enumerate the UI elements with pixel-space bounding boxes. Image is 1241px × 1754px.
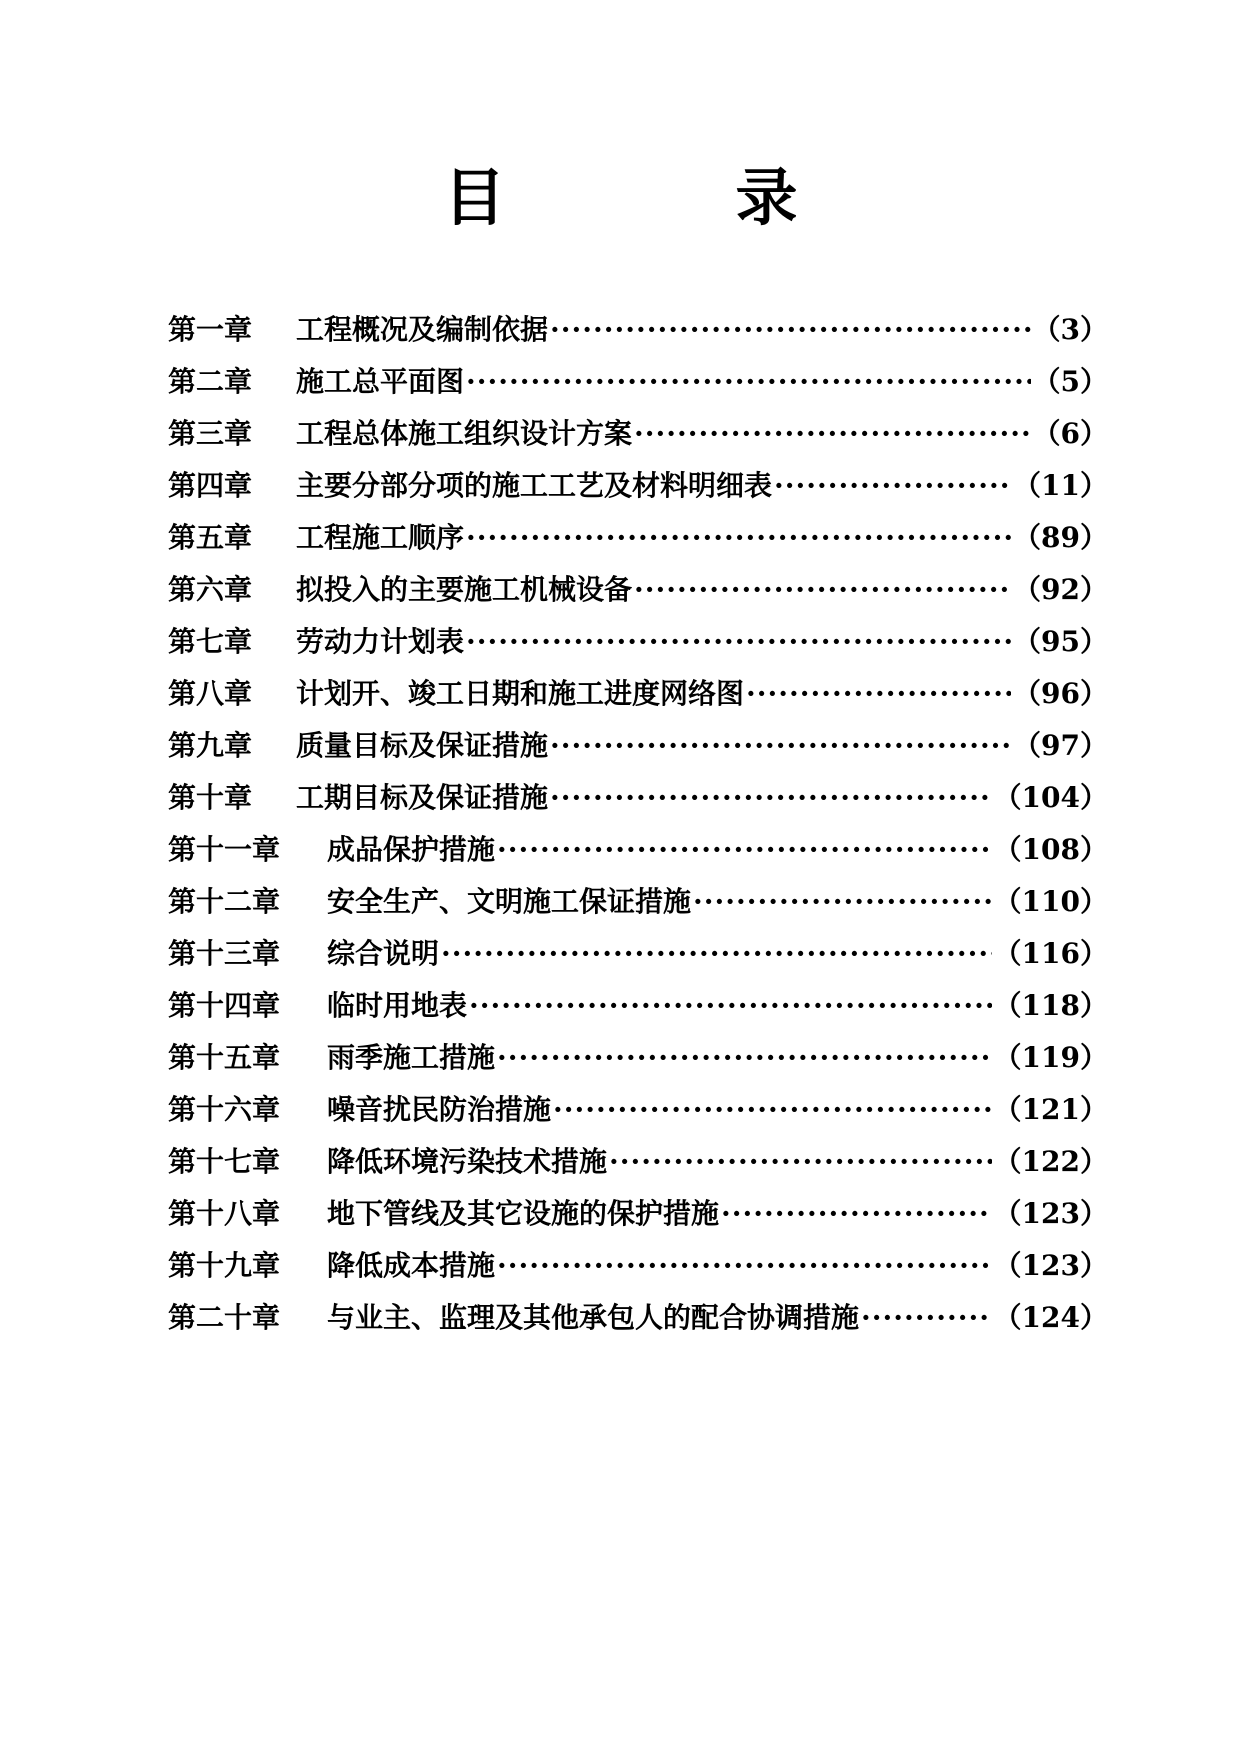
toc-page-number: （92） bbox=[1013, 573, 1108, 606]
toc-leader-dots bbox=[774, 460, 1011, 512]
toc-page-number: （5） bbox=[1032, 365, 1108, 398]
toc-leader-dots bbox=[634, 408, 1031, 460]
toc-chapter-title: 雨季施工措施 bbox=[327, 1041, 496, 1074]
toc-entry bbox=[168, 616, 1108, 668]
toc-chapter-title: 质量目标及保证措施 bbox=[296, 729, 549, 762]
toc-chapter-number: 第十七章 bbox=[168, 1145, 281, 1178]
toc-entry bbox=[168, 564, 1108, 616]
toc-chapter-title: 主要分部分项的施工工艺及材料明细表 bbox=[296, 469, 773, 502]
toc-page-number: （97） bbox=[1013, 729, 1108, 762]
toc-chapter-title: 综合说明 bbox=[327, 937, 440, 970]
table-of-contents bbox=[168, 304, 1108, 1344]
toc-chapter-title: 施工总平面图 bbox=[296, 365, 465, 398]
toc-chapter-number: 第六章 bbox=[168, 573, 253, 606]
toc-page-number: （121） bbox=[993, 1093, 1108, 1126]
toc-chapter-title: 与业主、监理及其他承包人的配合协调措施 bbox=[327, 1301, 860, 1334]
toc-leader-dots bbox=[466, 616, 1011, 668]
toc-chapter-number: 第一章 bbox=[168, 313, 253, 346]
toc-chapter-title: 临时用地表 bbox=[327, 989, 468, 1022]
toc-chapter-number: 第二十章 bbox=[168, 1301, 281, 1334]
toc-chapter-title: 安全生产、文明施工保证措施 bbox=[327, 885, 692, 918]
toc-entry bbox=[168, 772, 1108, 824]
toc-leader-dots bbox=[609, 1136, 992, 1188]
toc-page-number: （110） bbox=[993, 885, 1108, 918]
toc-chapter-title: 工程总体施工组织设计方案 bbox=[296, 417, 633, 450]
toc-chapter-number: 第八章 bbox=[168, 677, 253, 710]
toc-chapter-title: 工程概况及编制依据 bbox=[296, 313, 549, 346]
toc-chapter-title: 降低环境污染技术措施 bbox=[327, 1145, 608, 1178]
toc-chapter-title: 计划开、竣工日期和施工进度网络图 bbox=[296, 677, 745, 710]
toc-leader-dots bbox=[550, 720, 1011, 772]
toc-chapter-title: 劳动力计划表 bbox=[296, 625, 465, 658]
toc-leader-dots bbox=[550, 304, 1031, 356]
toc-chapter-title: 地下管线及其它设施的保护措施 bbox=[327, 1197, 720, 1230]
toc-chapter-number: 第五章 bbox=[168, 521, 253, 554]
toc-chapter-number: 第十五章 bbox=[168, 1041, 281, 1074]
toc-page-number: （104） bbox=[993, 781, 1108, 814]
toc-leader-dots bbox=[441, 928, 992, 980]
toc-page-number: （116） bbox=[993, 937, 1108, 970]
toc-chapter-title: 降低成本措施 bbox=[327, 1249, 496, 1282]
toc-chapter-number: 第九章 bbox=[168, 729, 253, 762]
toc-entry bbox=[168, 1292, 1108, 1344]
toc-entry bbox=[168, 824, 1108, 876]
toc-chapter-title: 工程施工顺序 bbox=[296, 521, 465, 554]
toc-page-number: （124） bbox=[993, 1301, 1108, 1334]
toc-page-number: （123） bbox=[993, 1197, 1108, 1230]
toc-chapter-title: 噪音扰民防治措施 bbox=[327, 1093, 552, 1126]
toc-page-number: （119） bbox=[993, 1041, 1108, 1074]
toc-chapter-title: 工期目标及保证措施 bbox=[296, 781, 549, 814]
toc-entry bbox=[168, 512, 1108, 564]
toc-page-number: （95） bbox=[1013, 625, 1108, 658]
toc-chapter-number: 第二章 bbox=[168, 365, 253, 398]
toc-page-number: （122） bbox=[993, 1145, 1108, 1178]
toc-chapter-number: 第四章 bbox=[168, 469, 253, 502]
toc-entry bbox=[168, 928, 1108, 980]
toc-leader-dots bbox=[550, 772, 992, 824]
toc-entry bbox=[168, 304, 1108, 356]
toc-leader-dots bbox=[466, 356, 1031, 408]
toc-chapter-number: 第十四章 bbox=[168, 989, 281, 1022]
toc-entry bbox=[168, 668, 1108, 720]
toc-chapter-number: 第十章 bbox=[168, 781, 253, 814]
toc-leader-dots bbox=[497, 1032, 992, 1084]
toc-leader-dots bbox=[634, 564, 1011, 616]
toc-leader-dots bbox=[553, 1084, 992, 1136]
toc-chapter-number: 第十九章 bbox=[168, 1249, 281, 1282]
toc-page-number: （3） bbox=[1032, 313, 1108, 346]
toc-chapter-number: 第十一章 bbox=[168, 833, 281, 866]
toc-entry bbox=[168, 460, 1108, 512]
toc-page-number: （89） bbox=[1013, 521, 1108, 554]
toc-page-number: （96） bbox=[1013, 677, 1108, 710]
toc-leader-dots bbox=[861, 1292, 992, 1344]
toc-chapter-number: 第十三章 bbox=[168, 937, 281, 970]
toc-chapter-number: 第十六章 bbox=[168, 1093, 281, 1126]
toc-chapter-title: 成品保护措施 bbox=[327, 833, 496, 866]
toc-leader-dots bbox=[469, 980, 992, 1032]
toc-entry bbox=[168, 1032, 1108, 1084]
toc-leader-dots bbox=[466, 512, 1011, 564]
toc-entry bbox=[168, 1084, 1108, 1136]
toc-entry bbox=[168, 980, 1108, 1032]
toc-leader-dots bbox=[693, 876, 992, 928]
toc-chapter-number: 第三章 bbox=[168, 417, 253, 450]
toc-chapter-number: 第七章 bbox=[168, 625, 253, 658]
toc-page-number: （6） bbox=[1032, 417, 1108, 450]
toc-entry bbox=[168, 1240, 1108, 1292]
toc-leader-dots bbox=[721, 1188, 992, 1240]
page-title: 目 录 bbox=[443, 161, 882, 234]
toc-entry bbox=[168, 720, 1108, 772]
toc-entry bbox=[168, 1188, 1108, 1240]
toc-leader-dots bbox=[497, 824, 992, 876]
toc-page-number: （123） bbox=[993, 1249, 1108, 1282]
toc-chapter-number: 第十二章 bbox=[168, 885, 281, 918]
toc-chapter-title: 拟投入的主要施工机械设备 bbox=[296, 573, 633, 606]
toc-entry bbox=[168, 408, 1108, 460]
toc-page-number: （11） bbox=[1013, 469, 1108, 502]
toc-entry bbox=[168, 356, 1108, 408]
toc-page-number: （108） bbox=[993, 833, 1108, 866]
toc-leader-dots bbox=[497, 1240, 992, 1292]
toc-leader-dots bbox=[746, 668, 1011, 720]
toc-chapter-number: 第十八章 bbox=[168, 1197, 281, 1230]
toc-entry bbox=[168, 1136, 1108, 1188]
toc-page-number: （118） bbox=[993, 989, 1108, 1022]
toc-entry bbox=[168, 876, 1108, 928]
